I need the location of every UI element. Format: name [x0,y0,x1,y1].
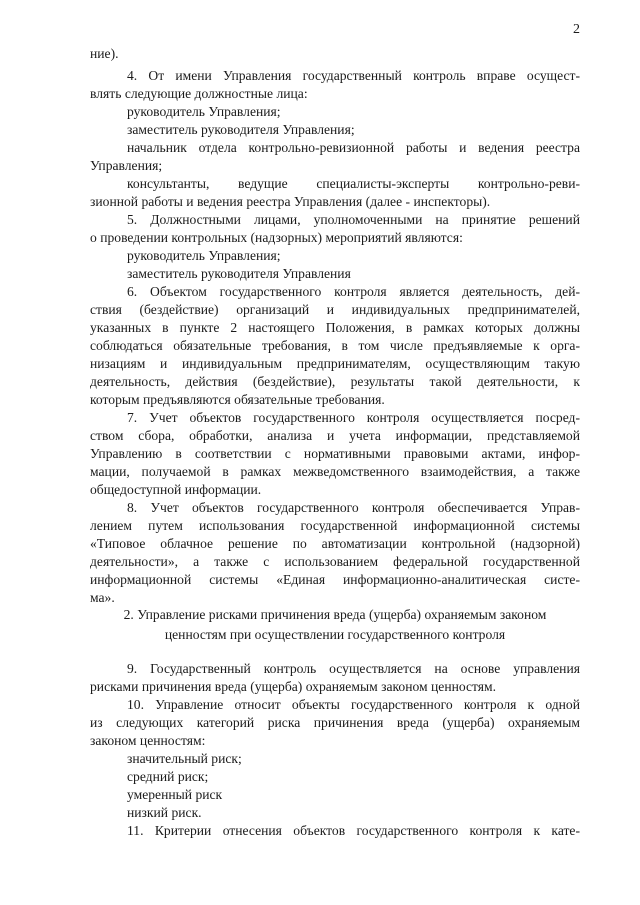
text-line: ние). [90,46,119,61]
text-line: руководитель Управления; [127,104,281,119]
section-heading-line: ценностям при осуществлении государственного контроля [164,627,506,642]
text-line: ством сбора, обработки, анализа и учета информации, представляемой [90,428,580,443]
text-line: 5. Должностными лицами, уполномоченными на принятие решений [127,212,580,227]
section-heading-line: 2. Управление рисками причинения вреда (ущерба) охраняемым законом [123,607,547,622]
text-line: деятельности», а также с использованием федеральной государственной [90,554,580,569]
text-line: умеренный риск [127,787,223,802]
text-line: информационной системы «Единая информационно-аналитическая систе- [90,572,580,587]
text-line: 11. Критерии отнесения объектов государственного контроля к кате- [127,823,580,838]
text-line: заместитель руководителя Управления [127,266,351,281]
text-line: влять следующие должностные лица: [90,86,308,101]
text-line: лением путем использования государственной информационной системы [90,518,580,533]
text-line: о проведении контрольных (надзорных) мероприятий являются: [90,230,463,245]
text-line: консультанты, ведущие специалисты-эксперты контрольно-реви- [127,176,580,191]
text-line: зионной работы и ведения реестра Управления (далее - инспекторы). [90,194,491,209]
text-line: 7. Учет объектов государственного контроля осуществляется посред- [127,410,580,425]
text-line: 10. Управление относит объекты государственного контроля к одной [127,697,580,712]
text-line: общедоступной информации. [90,482,262,497]
text-line: рисками причинения вреда (ущерба) охраняемым законом ценностям. [90,679,497,694]
text-line: низкий риск. [127,805,202,820]
text-line: заместитель руководителя Управления; [127,122,355,137]
text-line: законом ценностям: [90,733,206,748]
text-line: Управлению в соответствии с нормативными правовыми актами, инфор- [90,446,580,461]
text-line: деятельность, действия (бездействие), результаты такой деятельности, к [90,374,580,389]
text-line: «Типовое облачное решение по автоматизации контрольной (надзорной) [90,536,580,551]
text-line: 4. От имени Управления государственный контроль вправе осущест- [127,68,580,83]
text-line: ма». [90,590,115,605]
text-line: начальник отдела контрольно-ревизионной работы и ведения реестра [127,140,580,155]
text-line: ствия (бездействие) организаций и индивидуальных предпринимателей, [90,302,580,317]
text-line: 6. Объектом государственного контроля является деятельность, дей- [127,284,580,299]
text-line: мации, получаемой в рамках межведомственного взаимодействия, а также [90,464,580,479]
text-line: из следующих категорий риска причинения вреда (ущерба) охраняемым [90,715,580,730]
text-line: 8. Учет объектов государственного контроля обеспечивается Управ- [127,500,580,515]
text-line: Управления; [90,158,163,173]
text-line: соблюдаться обязательные требования, в том числе предъявляемые к орга- [90,338,580,353]
page-number: 2 [573,22,580,37]
text-line: средний риск; [127,769,209,784]
text-line: низациям и индивидуальным предпринимателям, осуществляющим такую [90,356,580,371]
text-line: руководитель Управления; [127,248,281,263]
text-line: значительный риск; [127,751,242,766]
text-line: указанных в пункте 2 настоящего Положения, в рамках которых должны [90,320,580,335]
text-line: которым предъявляются обязательные требования. [90,392,385,407]
text-line: 9. Государственный контроль осуществляется на основе управления [127,661,580,676]
